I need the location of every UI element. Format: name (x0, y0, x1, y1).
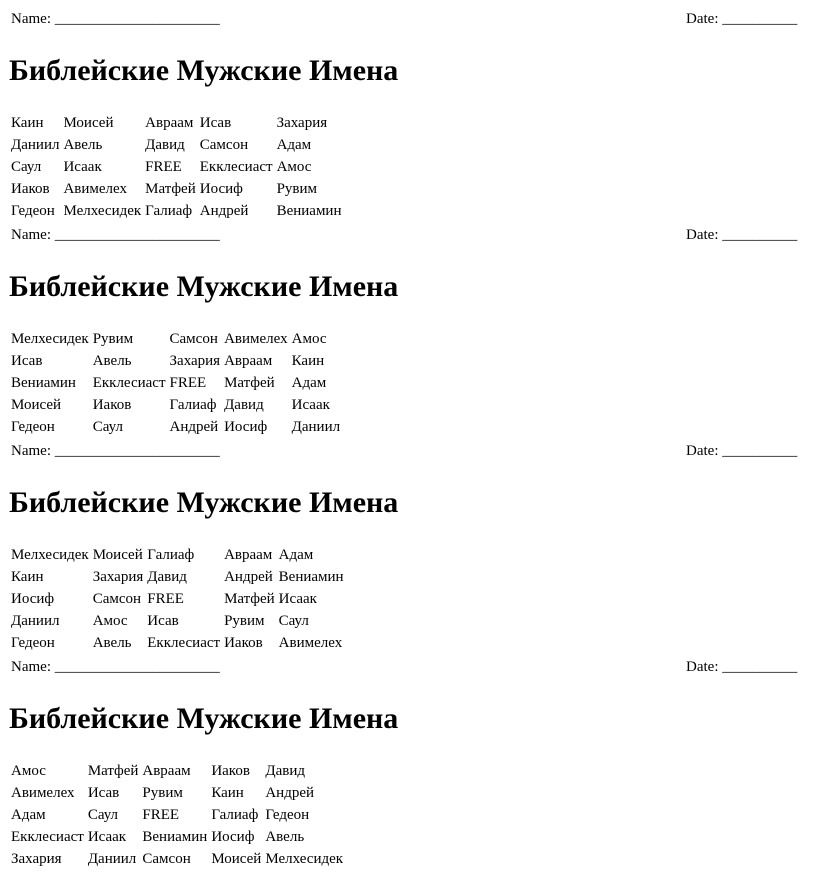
bingo-grid (9, 760, 345, 870)
grid-cell: Адам (291, 375, 327, 391)
grid-cell: Авраам (142, 763, 191, 779)
grid-cell: Мелхесидек (11, 331, 89, 347)
grid-cell: Гедеон (11, 635, 55, 651)
grid-row-3 (9, 372, 342, 394)
grid-cell: Рувим (224, 613, 265, 629)
grid-row-2 (9, 782, 345, 804)
grid-cell: Захария (92, 569, 144, 585)
date-field: Date: __________ (686, 227, 798, 243)
grid-cell: Рувим (142, 785, 183, 801)
card-title: Библейские Мужские Имена (9, 486, 399, 519)
grid-cell: Авимелех (278, 635, 343, 651)
grid-row-2 (9, 350, 342, 372)
grid-cell: Матфей (87, 763, 139, 779)
bingo-grid (9, 112, 343, 222)
free-space-cell: FREE (147, 591, 184, 607)
grid-cell: Саул (278, 613, 309, 629)
grid-cell: Андрей (224, 569, 273, 585)
grid-cell: Мелхесидек (265, 851, 344, 867)
grid-cell: Даниил (11, 613, 60, 629)
date-field: Date: __________ (686, 443, 798, 459)
grid-cell: Авель (92, 635, 132, 651)
bingo-grid (9, 544, 346, 654)
grid-cell: Исаак (291, 397, 330, 413)
grid-row-3 (9, 588, 346, 610)
grid-cell: Авимелех (63, 181, 128, 197)
grid-cell: Исав (87, 785, 120, 801)
grid-cell: Вениамин (11, 375, 76, 391)
grid-cell: Моисей (211, 851, 262, 867)
grid-cell: Иаков (92, 397, 132, 413)
grid-cell: Захария (11, 851, 62, 867)
grid-cell: Адам (276, 137, 312, 153)
grid-cell: Даниил (291, 419, 341, 435)
grid-cell: Иосиф (11, 591, 55, 607)
grid-cell: Адам (11, 807, 46, 823)
card-title: Библейские Мужские Имена (9, 270, 399, 303)
grid-cell: Екклесиаст (11, 829, 84, 845)
grid-cell: Самсон (169, 331, 218, 347)
grid-row-4 (9, 826, 345, 848)
grid-cell: Рувим (276, 181, 318, 197)
grid-cell: Моисей (92, 547, 143, 563)
bingo-grid (9, 328, 342, 438)
grid-cell: Иаков (11, 181, 50, 197)
grid-row-2 (9, 566, 346, 588)
grid-row-3 (9, 804, 345, 826)
grid-cell: Саул (87, 807, 119, 823)
grid-cell: Иаков (224, 635, 263, 651)
grid-cell: Давид (147, 569, 187, 585)
grid-cell: Захария (276, 115, 328, 131)
grid-cell: Екклесиаст (92, 375, 166, 391)
grid-cell: Авраам (224, 353, 273, 369)
grid-cell: Исав (11, 353, 43, 369)
grid-cell: Вениамин (278, 569, 344, 585)
grid-row-1 (9, 544, 346, 566)
grid-cell: Галиаф (145, 203, 193, 219)
grid-cell: Исаак (87, 829, 127, 845)
grid-cell: Самсон (199, 137, 249, 153)
grid-row-5 (9, 848, 345, 870)
grid-cell: Каин (11, 115, 44, 131)
grid-cell: Даниил (11, 137, 60, 153)
grid-cell: Екклесиаст (147, 635, 221, 651)
grid-cell: Амос (11, 763, 46, 779)
free-space-cell: FREE (169, 375, 207, 391)
grid-cell: Галиаф (211, 807, 259, 823)
grid-cell: Иосиф (211, 829, 255, 845)
card-title: Библейские Мужские Имена (9, 54, 399, 87)
grid-cell: Галиаф (147, 547, 195, 563)
grid-cell: Исаак (63, 159, 102, 175)
grid-cell: Иаков (211, 763, 250, 779)
grid-row-1 (9, 328, 342, 350)
grid-cell: Андрей (265, 785, 315, 801)
grid-cell: Иосиф (224, 419, 268, 435)
grid-cell: Авель (92, 353, 132, 369)
grid-cell: Саул (92, 419, 123, 435)
grid-row-4 (9, 394, 342, 416)
grid-cell: Авраам (145, 115, 194, 131)
grid-cell: Амос (276, 159, 312, 175)
grid-cell: Каин (291, 353, 325, 369)
grid-cell: Андрей (199, 203, 249, 219)
grid-cell: Авраам (224, 547, 273, 563)
grid-cell: Галиаф (169, 397, 217, 413)
grid-cell: Вениамин (276, 203, 342, 219)
grid-cell: Вениамин (142, 829, 208, 845)
grid-cell: Самсон (92, 591, 142, 607)
grid-cell: Саул (11, 159, 42, 175)
date-field: Date: __________ (686, 11, 798, 27)
grid-cell: Каин (11, 569, 44, 585)
grid-cell: Матфей (224, 375, 275, 391)
grid-cell: Матфей (145, 181, 196, 197)
grid-row-4 (9, 178, 343, 200)
grid-cell: Адам (278, 547, 314, 563)
name-field: Name: ______________________ (11, 659, 220, 675)
grid-cell: Исав (147, 613, 179, 629)
grid-cell: Амос (291, 331, 327, 347)
grid-cell: Гедеон (265, 807, 310, 823)
grid-row-4 (9, 610, 346, 632)
grid-cell: Давид (145, 137, 185, 153)
grid-cell: Давид (224, 397, 264, 413)
grid-cell: Моисей (63, 115, 114, 131)
grid-cell: Мелхесидек (11, 547, 89, 563)
name-field: Name: ______________________ (11, 227, 220, 243)
grid-cell: Амос (92, 613, 128, 629)
bingo-card-2 (0, 216, 816, 435)
grid-cell: Авимелех (224, 331, 288, 347)
grid-cell: Рувим (92, 331, 134, 347)
grid-row-2 (9, 134, 343, 156)
grid-cell: Андрей (169, 419, 219, 435)
grid-row-1 (9, 760, 345, 782)
bingo-card-3 (0, 432, 816, 651)
grid-cell: Исав (199, 115, 232, 131)
grid-cell: Матфей (224, 591, 275, 607)
grid-cell: Самсон (142, 851, 191, 867)
grid-cell: Исаак (278, 591, 317, 607)
grid-row-3 (9, 156, 343, 178)
grid-cell: Захария (169, 353, 221, 369)
name-field: Name: ______________________ (11, 443, 220, 459)
grid-cell: Даниил (87, 851, 137, 867)
grid-row-1 (9, 112, 343, 134)
grid-cell: Авимелех (11, 785, 75, 801)
grid-cell: Авель (265, 829, 305, 845)
grid-cell: Каин (211, 785, 244, 801)
grid-cell: Гедеон (11, 419, 55, 435)
bingo-card-4 (0, 648, 816, 880)
grid-cell: Мелхесидек (63, 203, 142, 219)
bingo-card-1 (0, 0, 816, 219)
grid-cell: Моисей (11, 397, 62, 413)
grid-cell: Гедеон (11, 203, 55, 219)
free-space-cell: FREE (145, 159, 182, 175)
card-title: Библейские Мужские Имена (9, 702, 399, 735)
grid-cell: Авель (63, 137, 103, 153)
grid-cell: Давид (265, 763, 305, 779)
grid-cell: Екклесиаст (199, 159, 273, 175)
name-field: Name: ______________________ (11, 11, 220, 27)
free-space-cell: FREE (142, 807, 180, 823)
grid-cell: Иосиф (199, 181, 243, 197)
date-field: Date: __________ (686, 659, 798, 675)
